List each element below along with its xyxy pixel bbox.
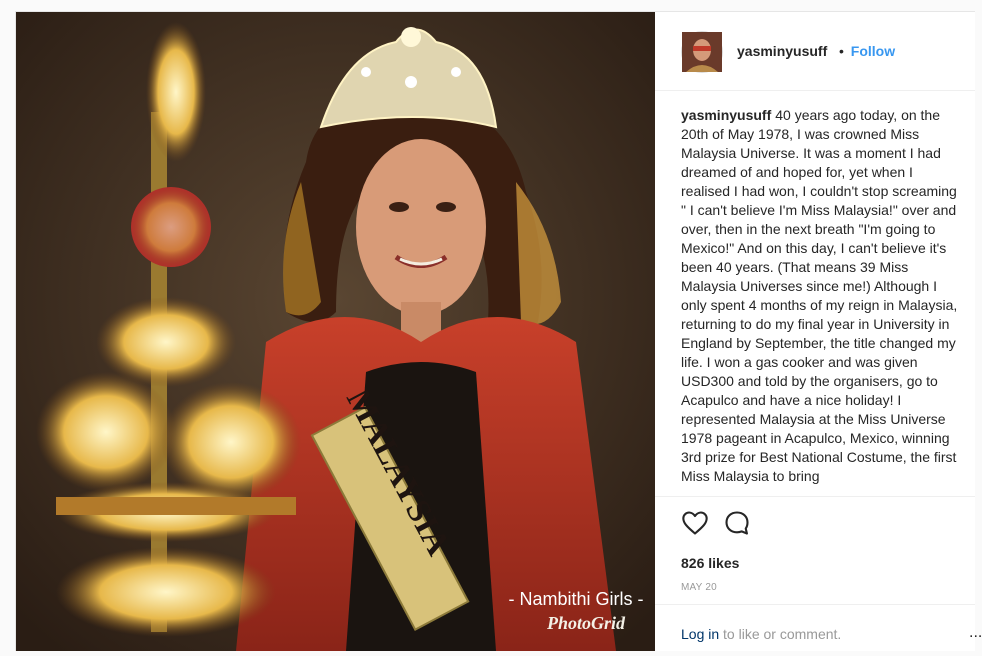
post-actions [655, 496, 982, 652]
like-button[interactable] [681, 509, 711, 539]
instagram-post [15, 11, 982, 651]
login-prompt [655, 604, 982, 653]
caption-text: 40 years ago today, on the 20th of May 1978, I was crowned Miss Malaysia Universe. It was a moment I had dreamed of and hoped for, yet when I realised I had won, I couldn't stop screaming " I can't believe I'm Miss Malaysia!" over and over, then in the next breath "I'm going to Mexico!" And on this day, I can't believe it's been 40 years. (That means 39 Miss Malaysia Universes since me!) Although I only spent 4 months of my reign in Malaysia, returning to do my final year in University in England by September, the title changed my life. I won a gas cooker and was given USD300 and told by the organisers, go to Acapulco and have a nice holiday! I represented Malaysia at the Miss Universe 1978 pageant in Acapulco, Mexico, winning 3rd prize for Best National Costume, the first Miss Malaysia to bring [681, 107, 958, 484]
watermark-brand: PhotoGrid [546, 613, 626, 633]
likes-count[interactable]: 826 likes [681, 555, 740, 571]
follow-separator: • [839, 43, 844, 59]
heart-icon [681, 509, 709, 537]
login-prompt-rest: to like or comment. [719, 626, 842, 642]
watermark-caption: - Nambithi Girls - [508, 589, 644, 609]
login-link[interactable]: Log in [681, 626, 720, 642]
post-header [655, 12, 975, 91]
caption-scroll-area[interactable] [681, 106, 963, 496]
login-prompt-text [681, 626, 841, 642]
comment-button[interactable] [723, 509, 753, 539]
more-options-button[interactable]: ... [969, 624, 982, 641]
post-username[interactable]: yasminyusuff [737, 43, 828, 59]
post-photo [16, 12, 655, 651]
post-image [16, 12, 655, 651]
caption-username[interactable]: yasminyusuff [681, 107, 772, 123]
comment-icon [723, 509, 751, 537]
avatar-image [682, 32, 722, 72]
sash-text: MALAYSIA [338, 383, 458, 562]
follow-button[interactable]: Follow [850, 43, 896, 59]
follow-group [839, 43, 895, 59]
avatar[interactable] [681, 31, 723, 73]
post-sidebar [655, 12, 982, 651]
post-date[interactable]: MAY 20 [681, 582, 717, 593]
